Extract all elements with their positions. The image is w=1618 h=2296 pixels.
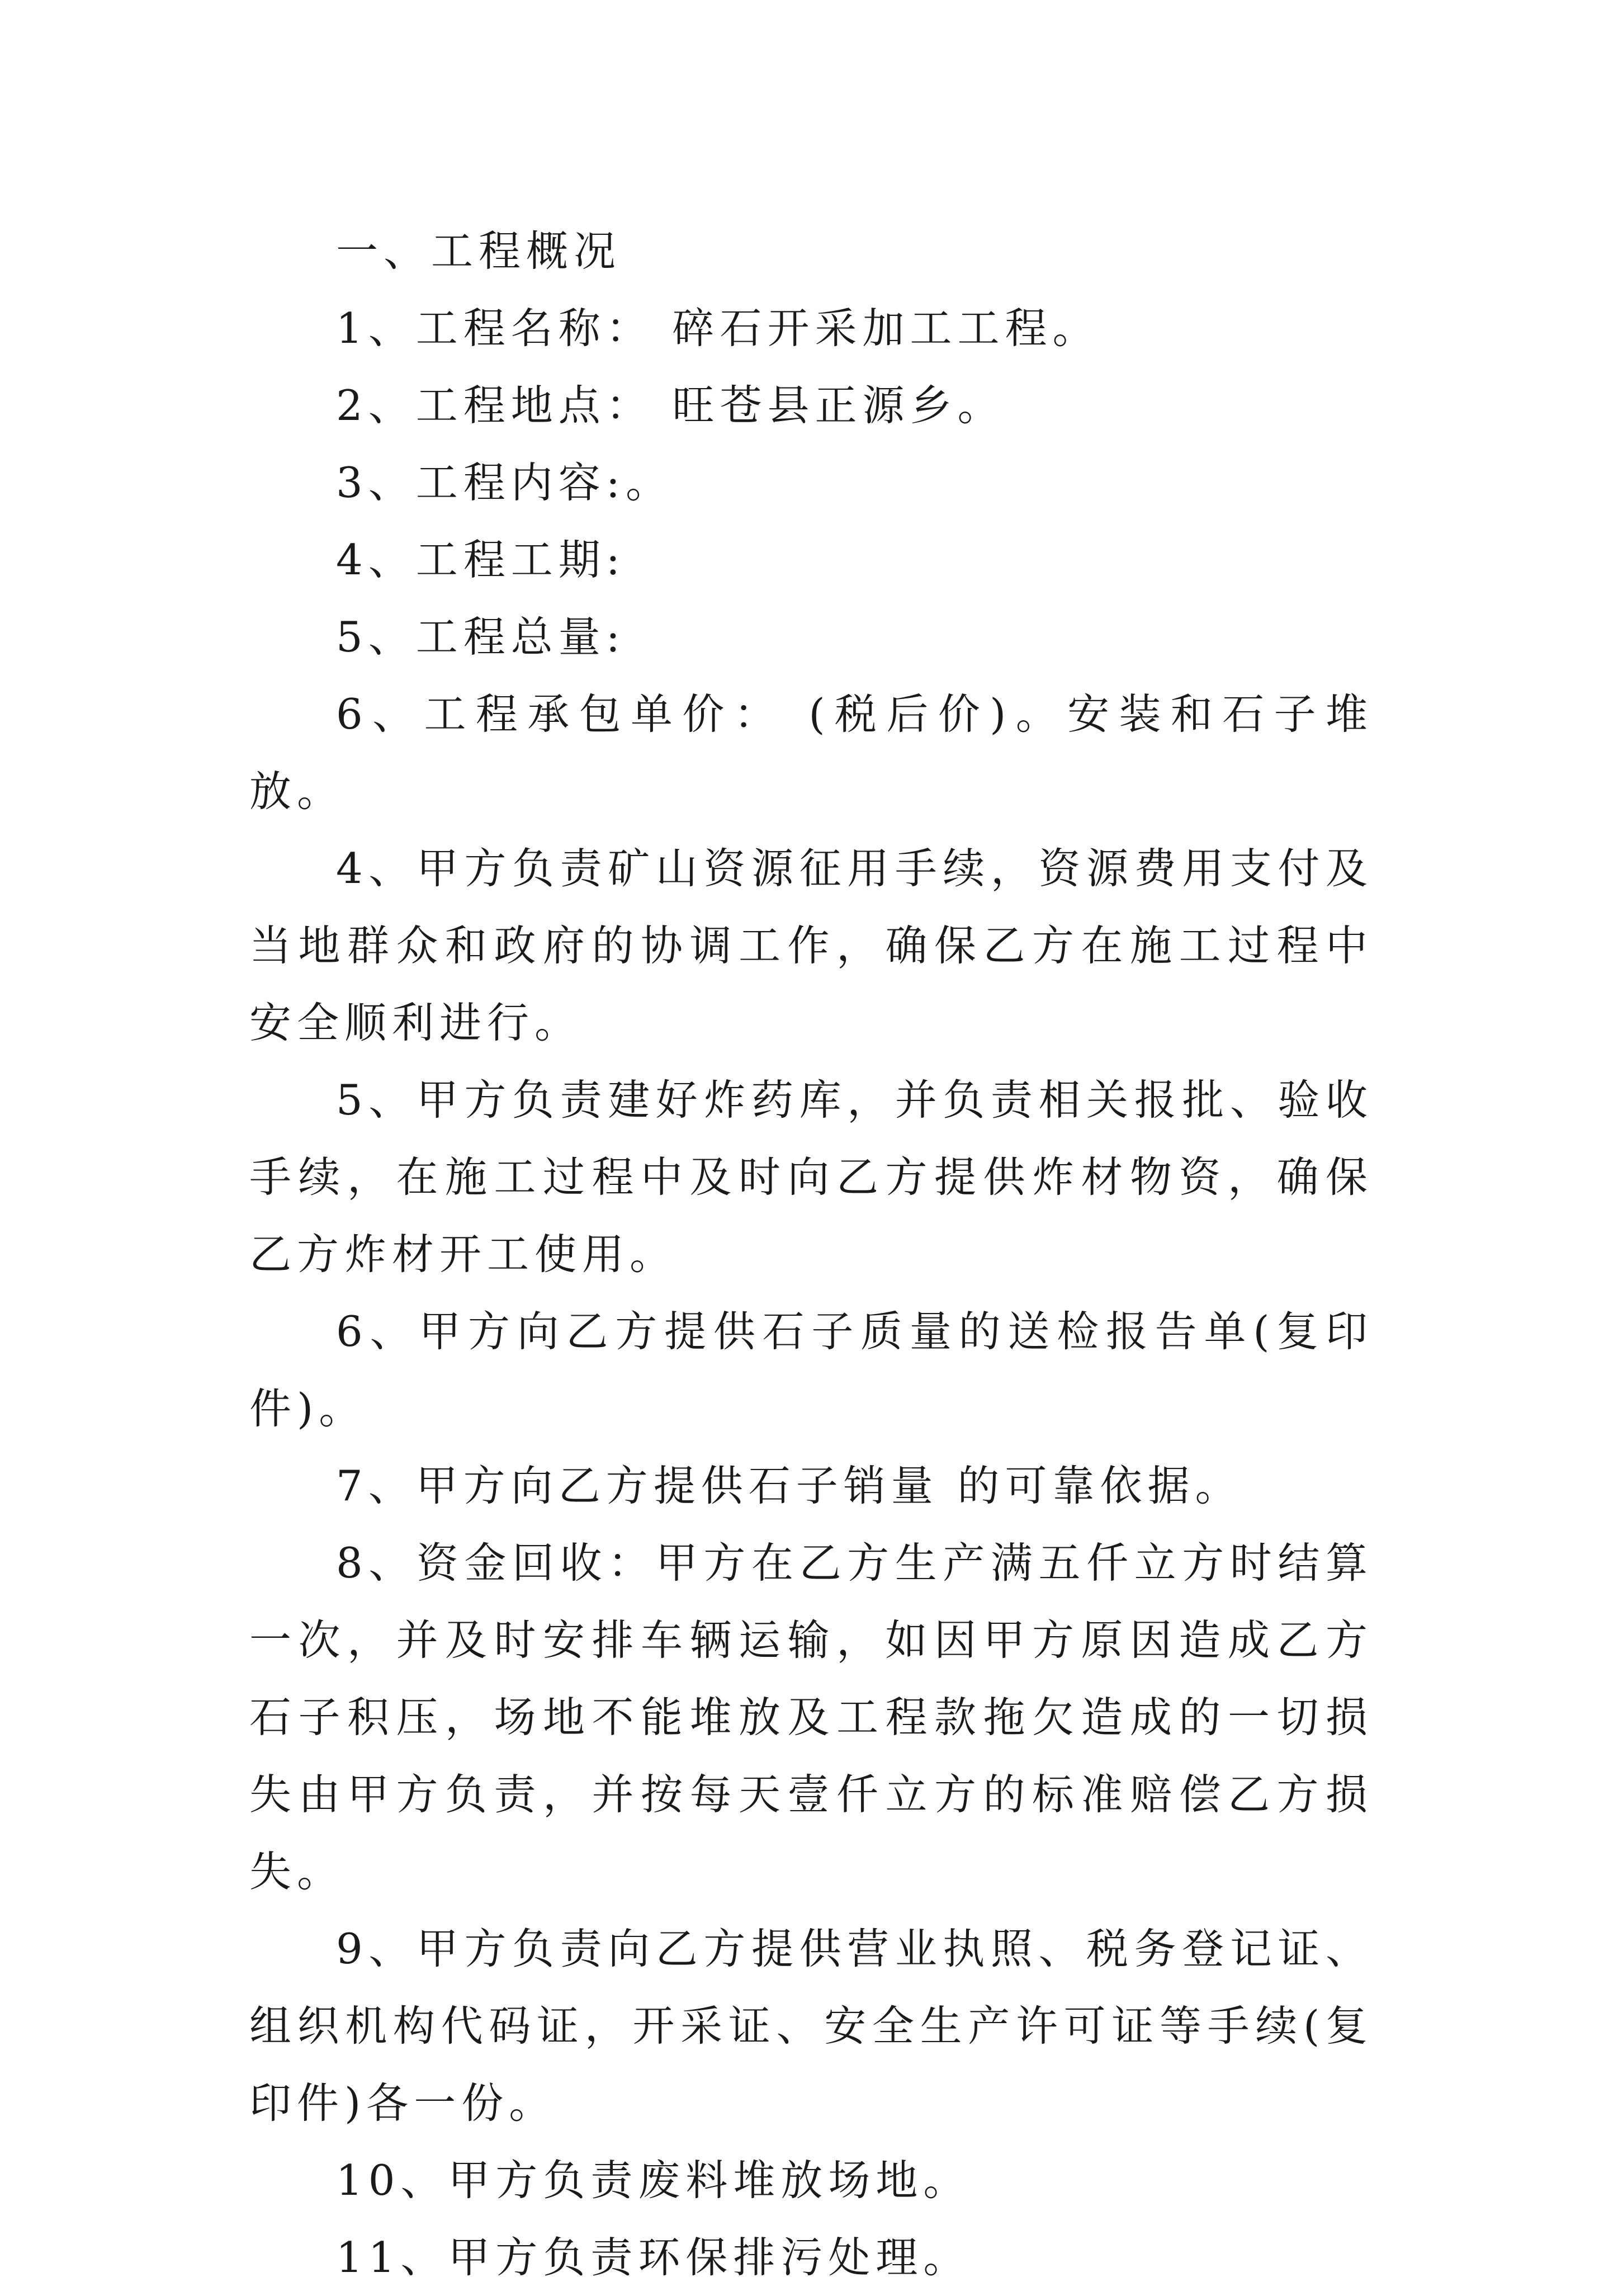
paragraph-clause-11: 11、甲方负责环保排污处理。	[336, 2233, 971, 2282]
document-body	[249, 212, 1373, 2296]
section-heading: 一、工程概况	[336, 226, 622, 276]
paragraph-unit-price: 6、工程承包单价： (税后价)。安装和石子堆放。	[249, 689, 1373, 816]
paragraph-clause-6: 6、甲方向乙方提供石子质量的送检报告单(复印件)。	[249, 1307, 1373, 1433]
paragraph-project-content: 3、工程内容:。	[336, 458, 673, 507]
paragraph-project-name: 1、工程名称： 碎石开采加工工程。	[336, 304, 1100, 353]
paragraph-clause-5: 5、甲方负责建好炸药库，并负责相关报批、验收手续，在施工过程中及时向乙方提供炸材物资，确保乙方炸材开工使用。	[249, 1075, 1373, 1279]
paragraph-project-location: 2、工程地点： 旺苍县正源乡。	[336, 381, 1005, 430]
paragraph-project-total: 5、工程总量:	[336, 612, 626, 662]
paragraph-clause-8: 8、资金回收：甲方在乙方生产满五仟立方时结算一次，并及时安排车辆运输，如因甲方原因造成乙方石子积压，场地不能堆放及工程款拖欠造成的一切损失由甲方负责，并按每天壹仟立方的标准赔偿乙方损失。	[249, 1538, 1373, 1896]
paragraph-clause-10: 10、甲方负责废料堆放场地。	[336, 2156, 971, 2205]
paragraph-clause-4: 4、甲方负责矿山资源征用手续，资源费用支付及当地群众和政府的协调工作，确保乙方在施工过程中安全顺利进行。	[249, 844, 1373, 1047]
paragraph-clause-7: 7、甲方向乙方提供石子销量 的可靠依据。	[336, 1461, 1243, 1510]
paragraph-clause-9: 9、甲方负责向乙方提供营业执照、税务登记证、组织机构代码证，开采证、安全生产许可证等手续(复印件)各一份。	[249, 1924, 1373, 2128]
paragraph-project-duration: 4、工程工期:	[336, 535, 626, 584]
